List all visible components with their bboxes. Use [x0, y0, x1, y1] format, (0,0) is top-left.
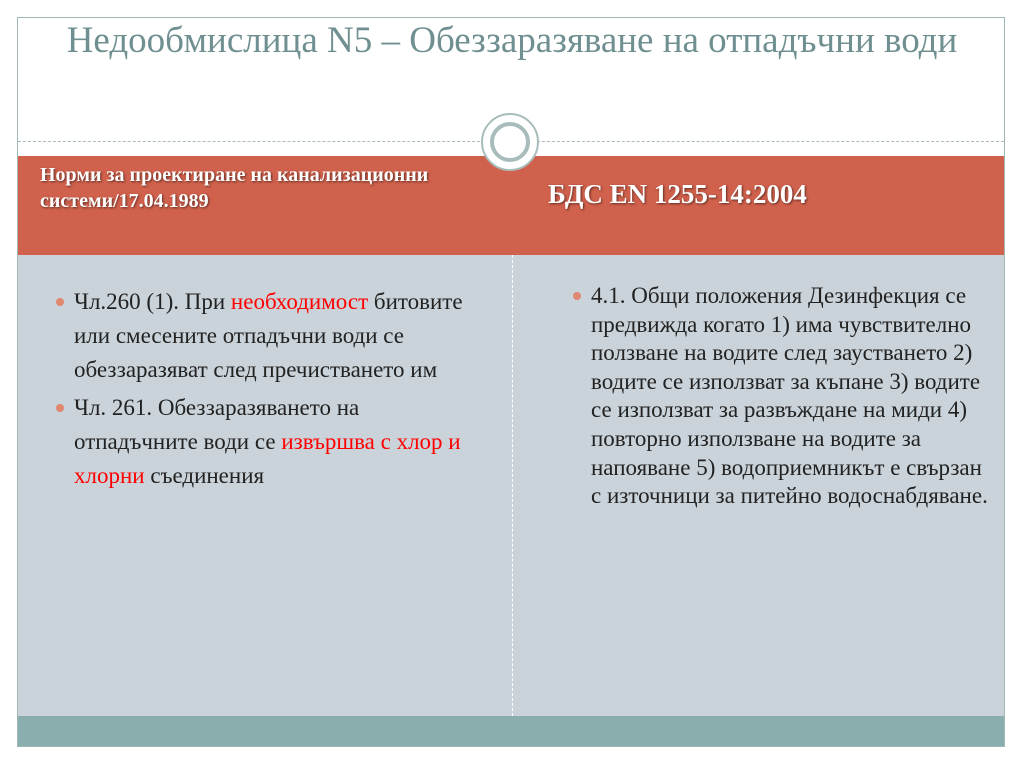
bullet-icon [573, 292, 581, 300]
right-bullet-list [573, 282, 993, 515]
list-item [56, 285, 486, 387]
list-item [573, 282, 993, 511]
table-header-right: БДС EN 1255-14:2004 [548, 179, 807, 209]
left-bullet-list [56, 285, 486, 497]
footer-band [18, 716, 1004, 746]
circle-ornament-icon [481, 113, 539, 171]
highlighted-text: необходимост [230, 289, 369, 314]
column-divider [512, 255, 513, 716]
item-text: 4.1. Общи положения Дезинфекция се предвижда когато 1) има чувствително ползване на водите след заустването 2) водите се използват за къпане 3) водите се използват за развъждане на миди 4) повторно използване на водите за напояване 5) водоприемникът е свързан с източници за питейно водоснабдяване. [591, 283, 988, 509]
circle-ornament-inner [490, 122, 530, 162]
slide-title: Недообмислица N5 – Обеззаразяване на отпадъчни води [66, 20, 958, 61]
table-body-row [18, 255, 1004, 716]
bullet-icon [56, 404, 64, 412]
item-text: Чл. 261. Обеззаразяването на отпадъчните води се [74, 395, 360, 454]
bullet-icon [56, 298, 64, 306]
table-header-left: Норми за проектиране на канализационни системи/17.04.1989 [40, 164, 429, 212]
item-text: битовите или смесените отпадъчни води се обеззаразяват след пречистването им [74, 289, 463, 382]
item-text: Чл.260 (1). При [74, 289, 231, 314]
highlighted-text: извършва с хлор и хлорни [74, 429, 461, 488]
item-text: съединения [144, 463, 265, 488]
list-item [56, 391, 486, 493]
